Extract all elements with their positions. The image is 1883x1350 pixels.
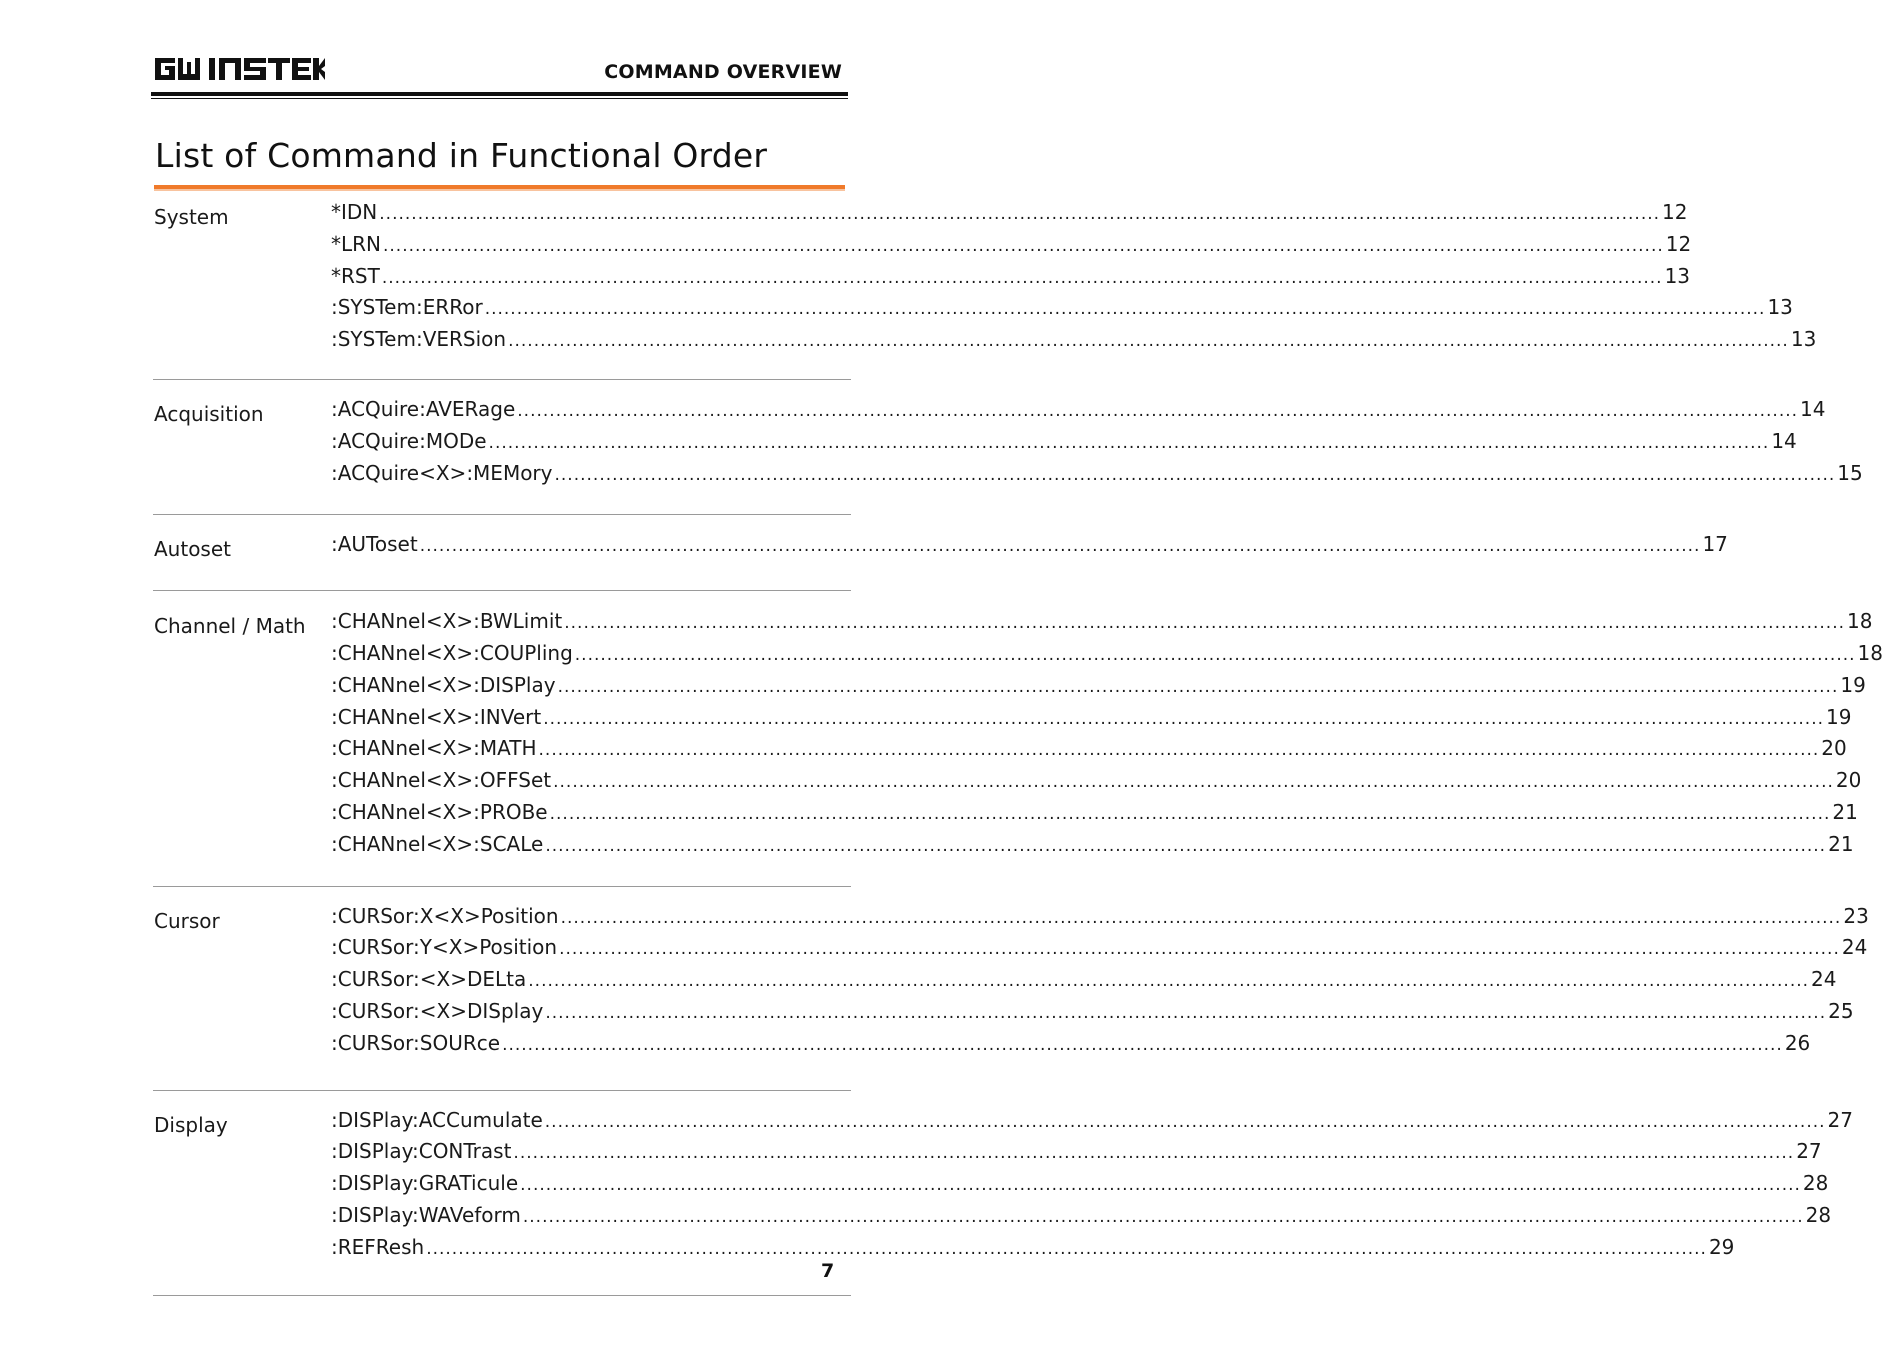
command-entry [331,672,1866,705]
header-rule-thin [151,98,848,99]
section-autoset [153,515,1728,591]
page-reference: 19 [1840,672,1866,697]
page-reference: 13 [1767,295,1793,320]
page-reference: 27 [1827,1107,1853,1132]
page-reference: 13 [1664,263,1691,288]
command-name: :SYSTem:ERRor [331,295,483,320]
command-entry [331,1107,1853,1140]
page-reference: 28 [1805,1202,1832,1227]
command-entry [331,831,1854,864]
command-name: :DISPlay:ACCumulate [331,1107,543,1132]
command-entry [331,704,1852,737]
dot-leader: ........................................................................................................................................................................................................ [383,235,1664,256]
command-entry [331,263,1691,296]
command-name: :CURSor:<X>DISplay [331,998,544,1023]
command-entry [331,231,1692,264]
page-reference: 13 [1790,327,1817,352]
dot-leader: ........................................................................................................................................................................................................ [545,1002,1827,1023]
section-acquisition [153,380,1863,515]
section-channel-math [153,591,1883,886]
command-name: :CURSor:X<X>Position [331,903,559,928]
command-name: :REFResh [331,1234,425,1259]
command-name: :CHANnel<X>:OFFSet [331,768,552,793]
command-name: :DISPlay:GRATicule [331,1171,519,1196]
section-name: Autoset [154,537,232,562]
command-entry [331,1234,1735,1267]
page-reference: 18 [1847,609,1873,634]
page-reference: 12 [1665,231,1692,256]
gw-instek-logo [153,54,325,84]
command-entry [331,736,1847,768]
dot-leader: ........................................................................................................................................................................................................ [545,835,1827,856]
page-reference: 25 [1828,998,1854,1023]
command-list [153,200,1883,1296]
command-name: :CURSor:SOURce [331,1030,501,1055]
page-reference: 14 [1800,396,1826,421]
dot-leader: ........................................................................................................................................................................................................ [419,536,1701,557]
command-name: :CHANnel<X>:MATH [331,736,537,761]
command-entry [331,768,1862,800]
dot-leader: ........................................................................................................................................................................................................ [381,267,1663,288]
page-reference: 28 [1802,1171,1829,1196]
command-entry [331,903,1869,936]
command-entry [331,998,1854,1031]
command-name: :CHANnel<X>:DISPlay [331,672,556,697]
dot-leader: ........................................................................................................................................................................................................ [484,299,1766,320]
page-header [151,52,848,100]
dot-leader: ........................................................................................................................................................................................................ [560,907,1842,928]
page-reference: 26 [1784,1030,1811,1055]
section-name: Cursor [154,908,220,933]
entry-list [331,200,1817,359]
command-entry [331,428,1797,461]
dot-leader: ........................................................................................................................................................................................................ [544,1111,1826,1132]
brand-text: GW INSTEK [153,54,159,55]
dot-leader: ........................................................................................................................................................................................................ [564,613,1846,634]
command-entry [331,609,1873,641]
command-entry [331,640,1883,673]
page-reference: 14 [1771,428,1797,453]
page-reference: 17 [1702,532,1728,557]
dot-leader: ........................................................................................................................................................................................................ [549,803,1831,824]
command-entry [331,967,1837,999]
section-name: System [154,205,229,229]
page-reference: 29 [1708,1234,1735,1259]
command-entry [331,532,1728,564]
command-name: :CHANnel<X>:BWLimit [331,609,563,634]
page-reference: 20 [1821,736,1847,761]
command-name: :AUToset [331,532,418,557]
dot-leader: ........................................................................................................................................................................................................ [513,1143,1795,1164]
dot-leader: ........................................................................................................................................................................................................ [553,772,1834,793]
entry-list [331,903,1869,1063]
dot-leader: ........................................................................................................................................................................................................ [517,400,1799,421]
page-reference: 23 [1843,903,1869,928]
section-display [153,1091,1853,1296]
page-reference: 15 [1837,460,1863,485]
command-name: :DISPlay:WAVeform [331,1202,521,1227]
dot-leader: ........................................................................................................................................................................................................ [502,1034,1783,1055]
section-name: Acquisition [154,401,264,426]
page-reference: 20 [1835,768,1862,793]
command-name: :ACQuire<X>:MEMory [331,460,553,485]
command-entry [331,396,1826,429]
dot-leader: ........................................................................................................................................................................................................ [522,1206,1804,1227]
dot-leader: ........................................................................................................................................................................................................ [379,204,1661,224]
command-entry [331,200,1688,232]
command-name: :CHANnel<X>:COUPling [331,640,573,665]
dot-leader: ........................................................................................................................................................................................................ [508,331,1789,352]
dot-leader: ........................................................................................................................................................................................................ [426,1238,1707,1259]
command-entry [331,327,1817,359]
command-entry [331,1202,1832,1235]
command-entry [331,1030,1811,1063]
command-name: :DISPlay:CONTrast [331,1139,512,1164]
command-name: :SYSTem:VERSion [331,327,507,352]
command-name: :CHANnel<X>:PROBe [331,799,548,824]
header-title: COMMAND OVERVIEW [604,61,842,83]
entry-list [331,1107,1853,1267]
dot-leader: ........................................................................................................................................................................................................ [520,1175,1801,1196]
command-name: :CHANnel<X>:INVert [331,704,542,729]
page-reference: 12 [1662,200,1688,224]
entry-list [331,532,1728,564]
command-entry [331,935,1868,967]
entry-list [331,609,1883,863]
command-name: :CURSor:Y<X>Position [331,935,558,960]
command-name: :CHANnel<X>:SCALe [331,831,544,856]
page-reference: 21 [1828,831,1854,856]
section-system [153,200,1817,380]
dot-leader: ........................................................................................................................................................................................................ [543,708,1824,729]
command-name: :ACQuire:AVERage [331,396,516,421]
section-name: Display [154,1112,228,1137]
section-name: Channel / Math [154,614,306,639]
dot-leader: ........................................................................................................................................................................................................ [557,676,1839,697]
command-entry [331,1139,1822,1171]
page-reference: 18 [1857,640,1883,665]
command-entry [331,460,1863,493]
command-name: :ACQuire:MODe [331,428,487,453]
page-reference: 24 [1841,935,1868,960]
entry-list [331,396,1863,492]
dot-leader: ........................................................................................................................................................................................................ [528,971,1810,992]
command-name: :CURSor:<X>DELta [331,967,527,992]
dot-leader: ........................................................................................................................................................................................................ [554,464,1836,485]
command-name: *RST [331,263,380,288]
title-underline-shadow [154,189,845,191]
command-name: *LRN [331,231,381,256]
page-title: List of Command in Functional Order [155,136,768,175]
page-number: 7 [821,1260,835,1282]
dot-leader: ........................................................................................................................................................................................................ [538,740,1820,761]
command-name: *IDN [331,200,378,224]
page-reference: 27 [1796,1139,1822,1164]
command-entry [331,1171,1829,1203]
command-entry [331,799,1858,832]
dot-leader: ........................................................................................................................................................................................................ [488,432,1770,453]
page-reference: 19 [1826,704,1852,729]
page-reference: 24 [1811,967,1837,992]
header-rule-thick [151,92,848,96]
dot-leader: ........................................................................................................................................................................................................ [574,644,1856,665]
page-reference: 21 [1832,799,1858,824]
dot-leader: ........................................................................................................................................................................................................ [559,939,1840,960]
section-cursor [153,887,1869,1091]
command-entry [331,295,1793,327]
